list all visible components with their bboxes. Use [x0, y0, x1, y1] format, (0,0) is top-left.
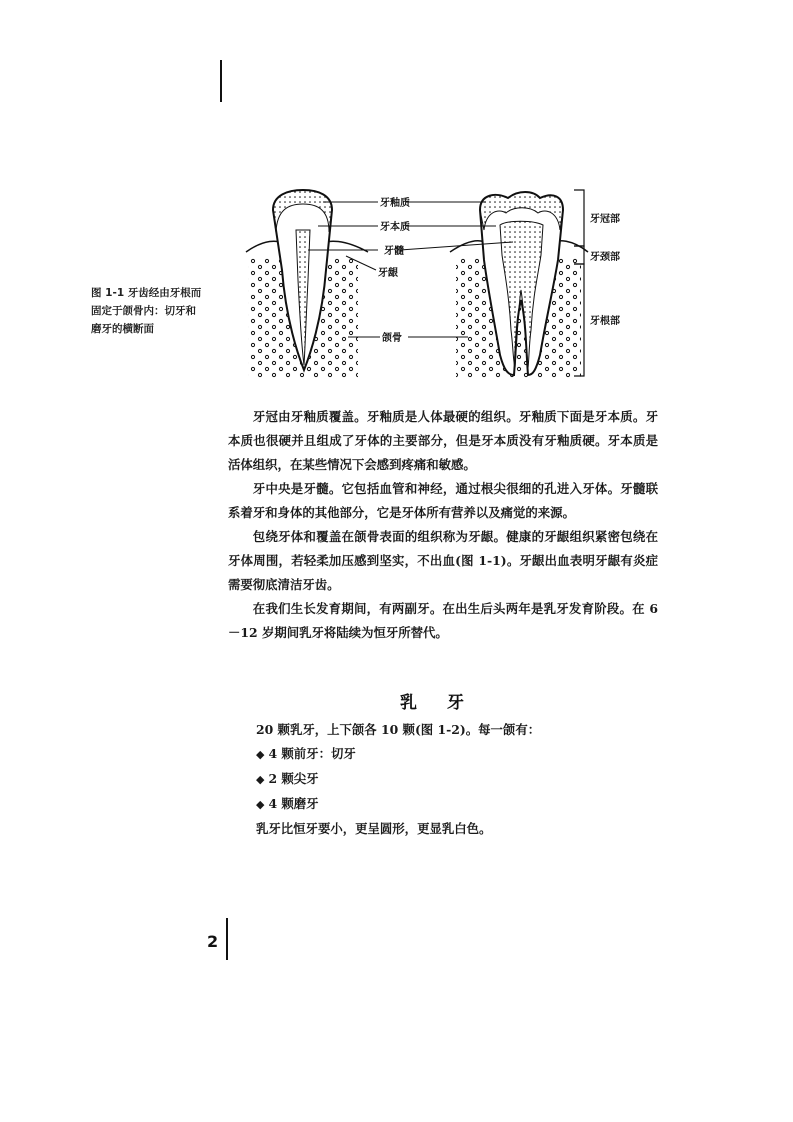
label-pulp: 牙髓: [384, 246, 404, 257]
paragraph-enamel: 牙冠由牙釉质覆盖。牙釉质是人体最硬的组织。牙釉质下面是牙本质。牙本质也很硬并且组成了牙体的主要部分，但是牙本质没有牙釉质硬。牙本质是活体组织，在某些情况下会感到疼痛和敏感。: [228, 409, 658, 472]
paragraph-gum: 包绕牙体和覆盖在颌骨表面的组织称为牙龈。健康的牙龈组织紧密包绕在牙体周围，若轻柔加压感到坚实，不出血(图 1-1)。牙龈出血表明牙龈有炎症需要彻底清洁牙齿。: [228, 529, 658, 592]
label-neck: 牙颈部: [590, 252, 620, 263]
body-text: [228, 405, 658, 645]
label-gum: 牙龈: [378, 268, 398, 279]
section-heading: 乳牙: [400, 693, 494, 713]
list-item: ◆ 4 颗前牙：切牙: [256, 746, 356, 761]
primary-teeth-list: [256, 718, 540, 841]
label-jawbone: 颌骨: [382, 333, 402, 344]
diamond-bullet-icon: ◆: [256, 798, 265, 811]
tooth-cross-section-figure: [228, 180, 628, 385]
label-enamel: 牙釉质: [380, 198, 410, 209]
list-item: ◆ 2 颗尖牙: [256, 771, 319, 786]
label-dentine: 牙本质: [380, 222, 410, 233]
top-margin-rule: [220, 60, 222, 102]
list-intro: 20 颗乳牙，上下颌各 10 颗(图 1-2)。每一颌有：: [256, 722, 541, 737]
page-number: 2: [207, 932, 219, 951]
list-closing: 乳牙比恒牙要小，更呈圆形，更显乳白色。: [256, 821, 492, 836]
list-item: ◆ 4 颗磨牙: [256, 796, 319, 811]
paragraph-pulp: 牙中央是牙髓。它包括血管和神经，通过根尖很细的孔进入牙体。牙髓联系着牙和身体的其他部分，它是牙体所有营养以及痛觉的来源。: [228, 481, 658, 520]
diamond-bullet-icon: ◆: [256, 773, 265, 786]
label-crown: 牙冠部: [590, 214, 620, 225]
bracket-crown: [574, 190, 584, 246]
label-root: 牙根部: [590, 316, 620, 327]
figure-caption: 图 1-1 牙齿经由牙根而固定于颌骨内：切牙和磨牙的横断面: [91, 287, 202, 335]
paragraph-development: 在我们生长发育期间，有两副牙。在出生后头两年是乳牙发育阶段。在 6－12 岁期间乳牙将陆续为恒牙所替代。: [228, 601, 658, 640]
page-number-rule: [226, 918, 228, 960]
diamond-bullet-icon: ◆: [256, 748, 265, 761]
